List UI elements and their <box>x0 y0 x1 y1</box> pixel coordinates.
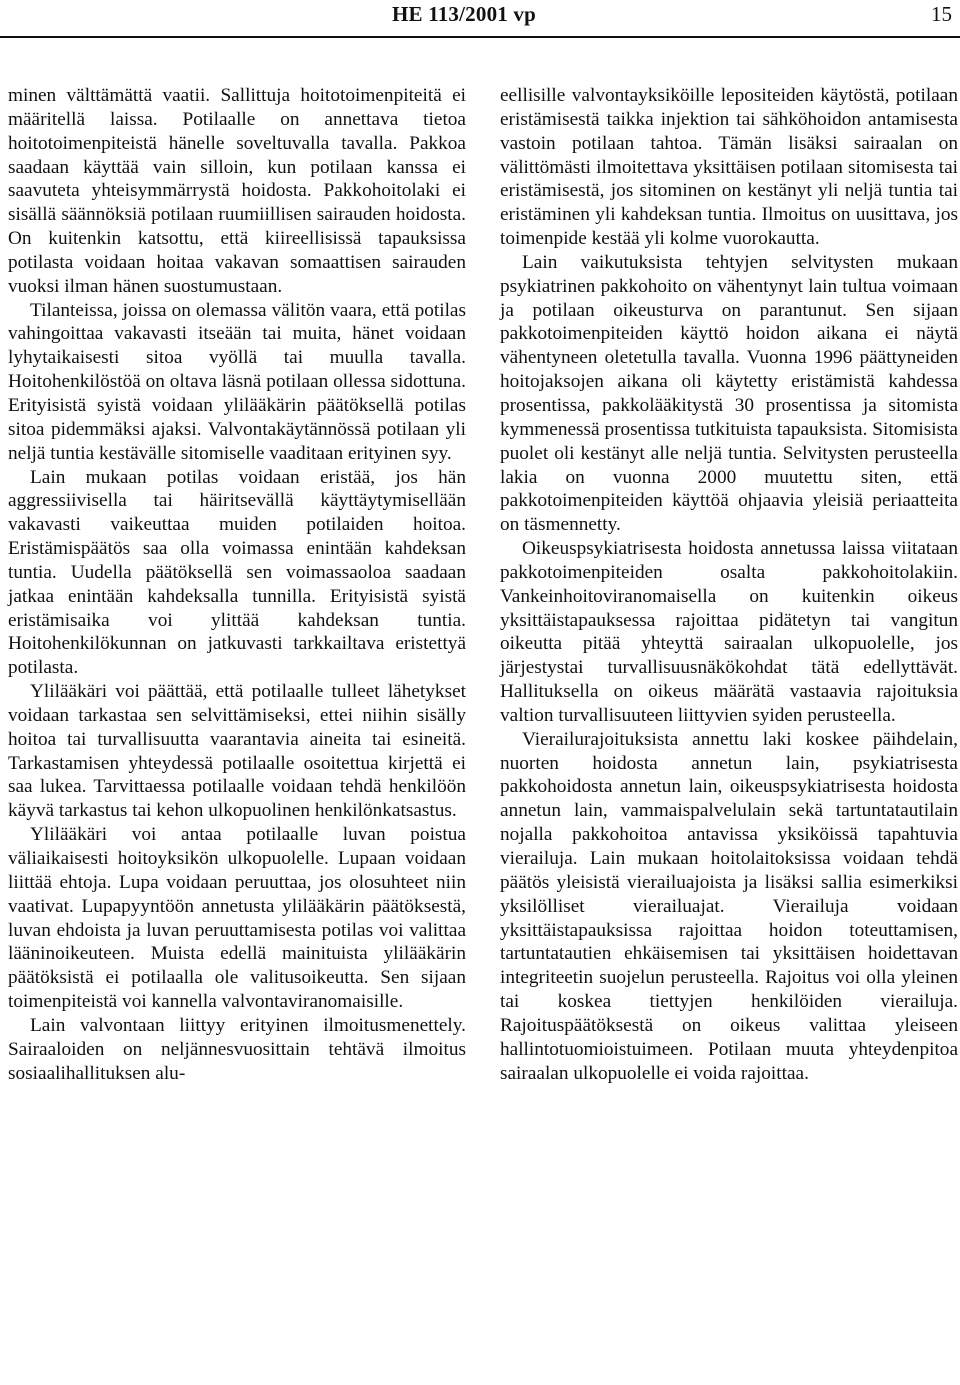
paragraph: Oikeuspsykiatrisesta hoidosta annetussa laissa viitataan pakkotoimenpiteiden osalta pakkohoitolakiin. Vankeinhoitoviranomaisella on kuitenkin oikeus yksittäistapauksessa rajoittaa pidätetyn tai vangitun oikeutta pitää yhteyttä sairaalan ulkopuolelle, jos järjestystai turvallisuusnäkökohdat tätä edellyttävät. Hallituksella on oikeus määrätä vastaavia rajoituksia valtion turvallisuuteen liittyvien syiden perusteella. <box>500 538 958 726</box>
page-number: 15 <box>931 2 952 26</box>
paragraph: Lain vaikutuksista tehtyjen selvitysten mukaan psykiatrinen pakkohoito on vähentynyt lain tultua voimaan ja potilaan oikeusturva on parantunut. Sen sijaan pakkotoimenpiteiden käyttö hoidon aikana ei näytä vähentyneen oletetulla tavalla. Vuonna 1996 päättyneiden hoitojaksojen aikana oli käytetty eristämistä kahdessa prosentissa, pakkolääkitystä 30 prosentissa ja sitomista kymmenessä prosentissa tutkituista tapauksista. Sitomisista puolet oli kestänyt alle neljä tuntia. Selvitysten perusteella lakia on vuonna 2000 muutettu siten, että pakkotoimenpiteiden käyttöä ohjaavia yleisiä periaatteita on täsmennetty. <box>500 251 958 536</box>
page-header <box>0 0 960 40</box>
right-column <box>500 84 958 1085</box>
paragraph: Ylilääkäri voi antaa potilaalle luvan poistua väliaikaisesti hoitoyksikön ulkopuolelle. Lupaan voidaan liittää ehtoja. Lupa voidaan peruuttaa, jos olosuhteet niin vaativat. Lupapyyntöön annetusta ylilääkärin päätöksestä, luvan ehdoista ja luvan peruuttamisesta potilas voi valittaa lääninoikeuteen. Muista edellä mainituista ylilääkärin päätöksistä ei potilaalla ole valitusoikeutta. Sen sijaan toimenpiteistä voi kannella valvontaviranomaisille. <box>8 824 466 1013</box>
left-column <box>8 84 466 1085</box>
paragraph: Tilanteissa, joissa on olemassa välitön vaara, että potilas vahingoittaa vakavasti itseään tai muita, hänet voidaan lyhytaikaisesti sitoa vyöllä tai muulla tavalla. Hoitohenkilöstöä on oltava läsnä potilaan ollessa sidottuna. Erityisistä syistä voidaan ylilääkärin päätöksellä potilas sitoa pidemmäksi ajaksi. Valvontakäytännössä potilaan yli neljä tuntia kestävälle sitomiselle vaaditaan erityinen syy. <box>8 299 466 464</box>
document-identifier: HE 113/2001 vp <box>392 2 536 26</box>
paragraph: minen välttämättä vaatii. Sallittuja hoitotoimenpiteitä ei määritellä laissa. Potilaalle on annettava tietoa hoitotoimenpiteistä hänelle soveltuvalla tavalla. Pakkoa saadaan käyttää vain silloin, kun potilaan kanssa ei saavuteta yhteisymmärrystä hoidosta. Pakkohoitolaki ei sisällä säännöksiä potilaan ruumiillisen sairauden hoidosta. On kuitenkin katsottu, että kiireellisissä tapauksissa potilasta voidaan hoitaa vakavan somaattisen sairauden vuoksi ilman hänen suostumustaan. <box>8 85 466 297</box>
paragraph: Lain valvontaan liittyy erityinen ilmoitusmenettely. Sairaaloiden on neljännesvuosittain tehtävä ilmoitus sosiaalihallituksen alu- <box>8 1014 466 1084</box>
paragraph: Vierailurajoituksista annettu laki koskee päihdelain, nuorten hoidosta annetun lain, psykiatrisesta pakkohoidosta annetun lain, oikeuspsykiatrisesta hoidosta annetun lain, vammaispalvelulain sekä tartuntatautilain nojalla pakkohoitoa antavissa yksiköissä tapahtuvia vierailuja. Lain mukaan hoitolaitoksissa voidaan tehdä päätös yleisistä vierailuajoista ja lisäksi sallia esimerkiksi yksilölliset vierailuajat. Vierailuja voidaan yksittäistapauksissa rajoittaa hoidon toteuttamisen, tartuntatautien ehkäisemisen tai yksittäisen hoidettavan integriteetin suojelun perusteella. Rajoitus voi olla yleinen tai koskea tiettyjen henkilöiden vierailuja. Rajoituspäätöksestä on oikeus valittaa yleiseen hallintotuomioistuimeen. Potilaan muuta yhteydenpitoa sairaalan ulkopuolelle ei voida rajoittaa. <box>500 728 958 1084</box>
header-rule <box>0 36 960 38</box>
paragraph: Lain mukaan potilas voidaan eristää, jos hän aggressiivisella tai häiritsevällä käyttäytymisellään vakavasti vaikeuttaa muiden potilaiden hoitoa. Eristämispäätös saa olla voimassa enintään kahdeksan tuntia. Uudella päätöksellä sen voimassaoloa saadaan jatkaa enintään kahdeksalla tunnilla. Erityisistä syistä eristämisaika voi ylittää kahdeksan tuntia. Hoitohenkilökunnan on jatkuvasti tarkkailtava eristettyä potilasta. <box>8 466 466 679</box>
paragraph: Ylilääkäri voi päättää, että potilaalle tulleet lähetykset voidaan tarkastaa sen selvittämiseksi, ettei niihin sisälly hoitoa tai turvallisuutta vaarantavia aineita tai esineitä. Tarkastamisen yhteydessä potilaalle osoitettua kirjettä ei saa lukea. Tarvittaessa potilaalle voidaan tehdä henkilöön käyvä tarkastus tai kehon ulkopuolinen henkilönkatsastus. <box>8 681 466 822</box>
paragraph: eellisille valvontayksiköille lepositeiden käytöstä, potilaan eristämisestä taikka injektion tai sähköhoidon antamisesta vastoin potilaan tahtoa. Tämän lisäksi sairaalan on välittömästi ilmoitettava yksittäisen potilaan sitomisesta tai eristämisestä, jos sitominen on kestänyt yli neljä tuntia tai eristäminen yli kahdeksan tuntia. Ilmoitus on uusittava, jos toimenpide kestää yli kolme vuorokautta. <box>500 85 958 250</box>
